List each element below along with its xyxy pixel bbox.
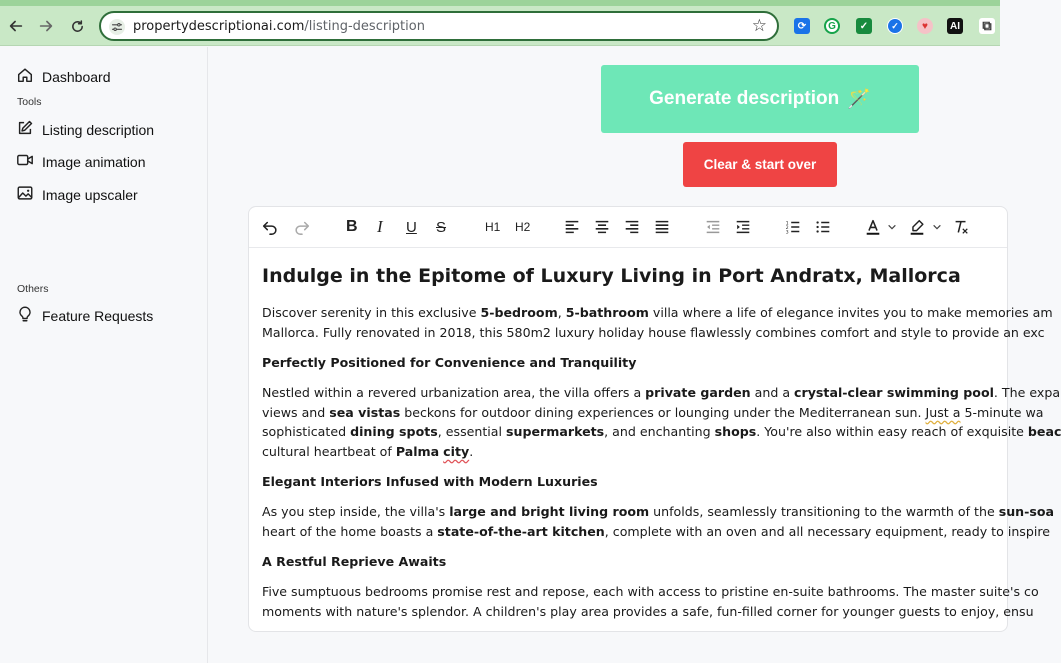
clear-formatting-icon[interactable] (952, 215, 970, 239)
home-icon (16, 66, 34, 87)
heading1-button[interactable]: H1 (485, 220, 501, 234)
align-left-icon[interactable] (563, 215, 581, 239)
ordered-list-icon[interactable] (784, 215, 802, 239)
sidebar-item-label: Feature Requests (42, 307, 154, 324)
sidebar (0, 47, 208, 663)
video-icon (16, 151, 34, 172)
text-color-icon[interactable] (864, 215, 882, 239)
strikethrough-icon[interactable]: S (436, 218, 447, 236)
sidebar-item-label: Image upscaler (42, 186, 138, 203)
back-icon[interactable] (5, 15, 27, 37)
extensions-puzzle-icon[interactable]: ⧉ (979, 18, 995, 34)
bold-icon[interactable]: B (346, 218, 358, 235)
redo-icon[interactable] (293, 215, 311, 239)
svg-text:3: 3 (785, 230, 789, 236)
description-title: Indulge in the Epitome of Luxury Living in Port Andratx, Mallorca (262, 265, 961, 287)
generate-button-label: Generate description (649, 88, 840, 109)
sidebar-item-label: Image animation (42, 153, 146, 170)
extension-ai-label: AI (950, 20, 960, 32)
section-heading: Elegant Interiors Infused with Modern Luxuries (262, 474, 598, 489)
rich-text-editor[interactable] (248, 206, 1061, 632)
bookmark-star-icon[interactable]: ☆ (751, 16, 767, 35)
image-icon (16, 184, 34, 205)
magic-wand-icon: 🪄 (847, 89, 871, 110)
align-justify-icon[interactable] (653, 215, 671, 239)
extension-badge-icon[interactable]: ✓ (887, 18, 903, 34)
extension-ai-icon[interactable] (947, 18, 963, 34)
sidebar-item-dashboard[interactable] (16, 66, 111, 87)
sidebar-item-image-animation[interactable] (16, 151, 146, 172)
heading2-button[interactable]: H2 (515, 220, 531, 234)
sidebar-item-label: Dashboard (42, 68, 111, 85)
paragraph-intro: Discover serenity in this exclusive 5-bedroom, 5-bathroom villa where a life of elegance invites you to make memories am Mallorca. Fully renovated in 2018, this 580m2 luxury holiday house flawlessly combines comfort and style to provide an exc (262, 305, 1053, 340)
editor-toolbar (249, 207, 1007, 248)
reload-icon[interactable] (66, 15, 88, 37)
sidebar-item-image-upscaler[interactable] (16, 184, 138, 205)
generate-description-button[interactable] (601, 65, 919, 133)
italic-icon[interactable]: I (377, 217, 383, 236)
forward-icon[interactable] (35, 15, 57, 37)
svg-text:1: 1 (785, 221, 789, 227)
align-right-icon[interactable] (623, 215, 641, 239)
tools-section-header: Tools (17, 96, 42, 108)
paragraph-bedrooms: Five sumptuous bedrooms promise rest and repose, each with access to pristine en-suite bathrooms. The master suite's co moments with nature's splendor. A children's play area provides a safe, fun-filled corner for younger guests to enjoy, ensu (262, 584, 1039, 619)
highlight-icon[interactable] (908, 215, 926, 239)
align-center-icon[interactable] (593, 215, 611, 239)
clear-start-over-button[interactable] (683, 142, 837, 187)
text-color-dropdown-icon[interactable] (887, 215, 897, 239)
section-heading: Perfectly Positioned for Convenience and Tranquility (262, 355, 637, 370)
extension-sync-icon[interactable]: ⟳ (794, 18, 810, 34)
editor-content[interactable] (262, 265, 1061, 634)
section-heading: A Restful Reprieve Awaits (262, 554, 447, 569)
site-settings-icon[interactable] (109, 19, 125, 35)
outdent-icon[interactable] (704, 215, 722, 239)
paragraph-interiors: As you step inside, the villa's large and bright living room unfolds, seamlessly transitioning to the warmth of the sun-soa heart of the home boasts a state-of-the-art kitchen, complete with an oven and all necessary equipment, ready to inspire (262, 504, 1055, 539)
edit-icon (16, 119, 34, 140)
others-section-header: Others (17, 283, 49, 295)
undo-icon[interactable] (261, 215, 279, 239)
lightbulb-icon (16, 305, 34, 326)
indent-icon[interactable] (734, 215, 752, 239)
extension-pink-icon[interactable]: ♥ (917, 18, 933, 34)
url-path: /listing-description (304, 19, 425, 34)
paragraph-location: Nestled within a revered urbanization area, the villa offers a private garden and a crystal-clear swimming pool. The expa views and sea vistas beckons for outdoor dining experiences or lounging under the Mediterranean sun. Just a 5-minute wa sophisticated dining spots, essential supermarkets, and enchanting shops. You're also within easy reach of exquisite beac cultural heartbeat of Palma city. (262, 385, 1061, 459)
extension-check-icon[interactable]: ✓ (856, 18, 872, 34)
bullet-list-icon[interactable] (814, 215, 832, 239)
address-bar[interactable] (99, 11, 779, 41)
grammarly-icon[interactable]: G (824, 18, 840, 34)
sidebar-item-listing-description[interactable] (16, 119, 154, 140)
underline-icon[interactable]: U (406, 218, 417, 236)
sidebar-item-label: Listing description (42, 121, 155, 138)
sidebar-item-feature-requests[interactable] (16, 305, 153, 326)
svg-text:2: 2 (785, 225, 789, 231)
highlight-dropdown-icon[interactable] (932, 215, 942, 239)
browser-toolbar (0, 6, 1000, 46)
clear-button-label: Clear & start over (703, 157, 817, 172)
url-text[interactable] (133, 19, 425, 34)
url-host: propertydescriptionai.com (133, 19, 305, 34)
